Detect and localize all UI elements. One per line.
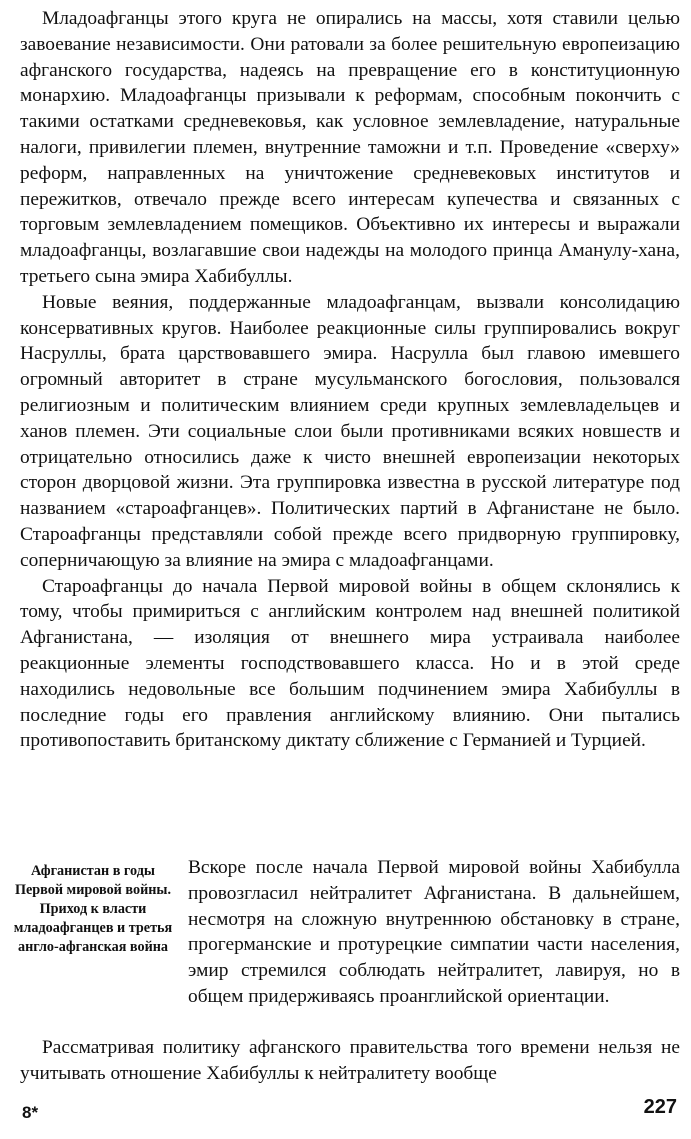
main-text-beside-heading: [188, 855, 680, 1010]
printer-signature-mark: 8*: [22, 1103, 39, 1122]
paragraph-government-policy: Рассматривая политику афганского правительства того времени нельзя не учитывать отношение Хабибуллы к нейтралитету вообще: [20, 1037, 680, 1084]
paragraph-old-afghans: Староафганцы до начала Первой мировой войны в общем склонялись к тому, чтобы примириться с английским контролем над внешней политикой Афганистана, — изоляция от внешнего мира устраивала наиболее реакционные элементы господствовавшего класса. Но и в этой среде находились недовольные все большим подчинением эмира Хабибуллы в последние годы его правления английскому влиянию. Они пытались противопоставить британскому диктату сближение с Германией и Турцией.: [20, 575, 680, 752]
page-number: 227: [643, 1096, 677, 1118]
paragraph-young-afghans: Младоафганцы этого круга не опирались на массы, хотя ставили целью завоевание независимости. Они ратовали за более решительную европеизацию афганского государства, надеясь на превращение его в конституционную монархию. Младоафганцы призывали к реформам, способным покончить с такими остатками средневековья, как условное землевладение, натуральные налоги, привилегии племен, внутренние таможни и т.п. Проведение «сверху» реформ, направленных на уничтожение средневековых институтов и пережитков, отвечало прежде всего интересам купечества и связанных с торговым землевладением помещиков. Объективно их интересы и выражали младоафганцы, возлагавшие свои надежды на молодого принца Аманулу-хана, третьего сына эмира Хабибуллы.: [20, 8, 680, 287]
paragraph-conservative-circles: Новые веяния, поддержанные младоафганцам, вызвали консолидацию консервативных кругов. Наиболее реакционные силы группировались вокруг Насруллы, брата царствовавшего эмира. Насрулла был главою имевшего огромный авторитет в стране мусульманского богословия, пользовался религиозным и политическим влиянием среди крупных землевладельцев и ханов племен. Эти социальные слои были противниками всяких новшеств и отрицательно относились даже к чисто внешней европеизации некоторых сторон дворцовой жизни. Эта группировка известна в русской литературе под названием «староафганцев». Политических партий в Афганистане не было. Староафганцы представляли собой прежде всего придворную группировку, соперничающую за влияние на эмира с младоафганцами.: [20, 291, 680, 571]
margin-heading: Афганистан в годы Первой мировой войны. Приход к власти младоафганцев и третья англо-афганская война: [13, 863, 173, 955]
main-text-bottom: [20, 1035, 680, 1087]
paragraph-neutrality: Вскоре после начала Первой мировой войны Хабибулла провозгласил нейтралитет Афганистана. В дальнейшем, несмотря на сложную внутреннюю обстановку в стране, прогерманские и протурецкие симпатии части населения, эмир стремился соблюдать нейтралитет, лавируя, но в общем придерживаясь проанглийской ориентации.: [188, 857, 680, 1007]
main-text-top: [20, 6, 680, 754]
